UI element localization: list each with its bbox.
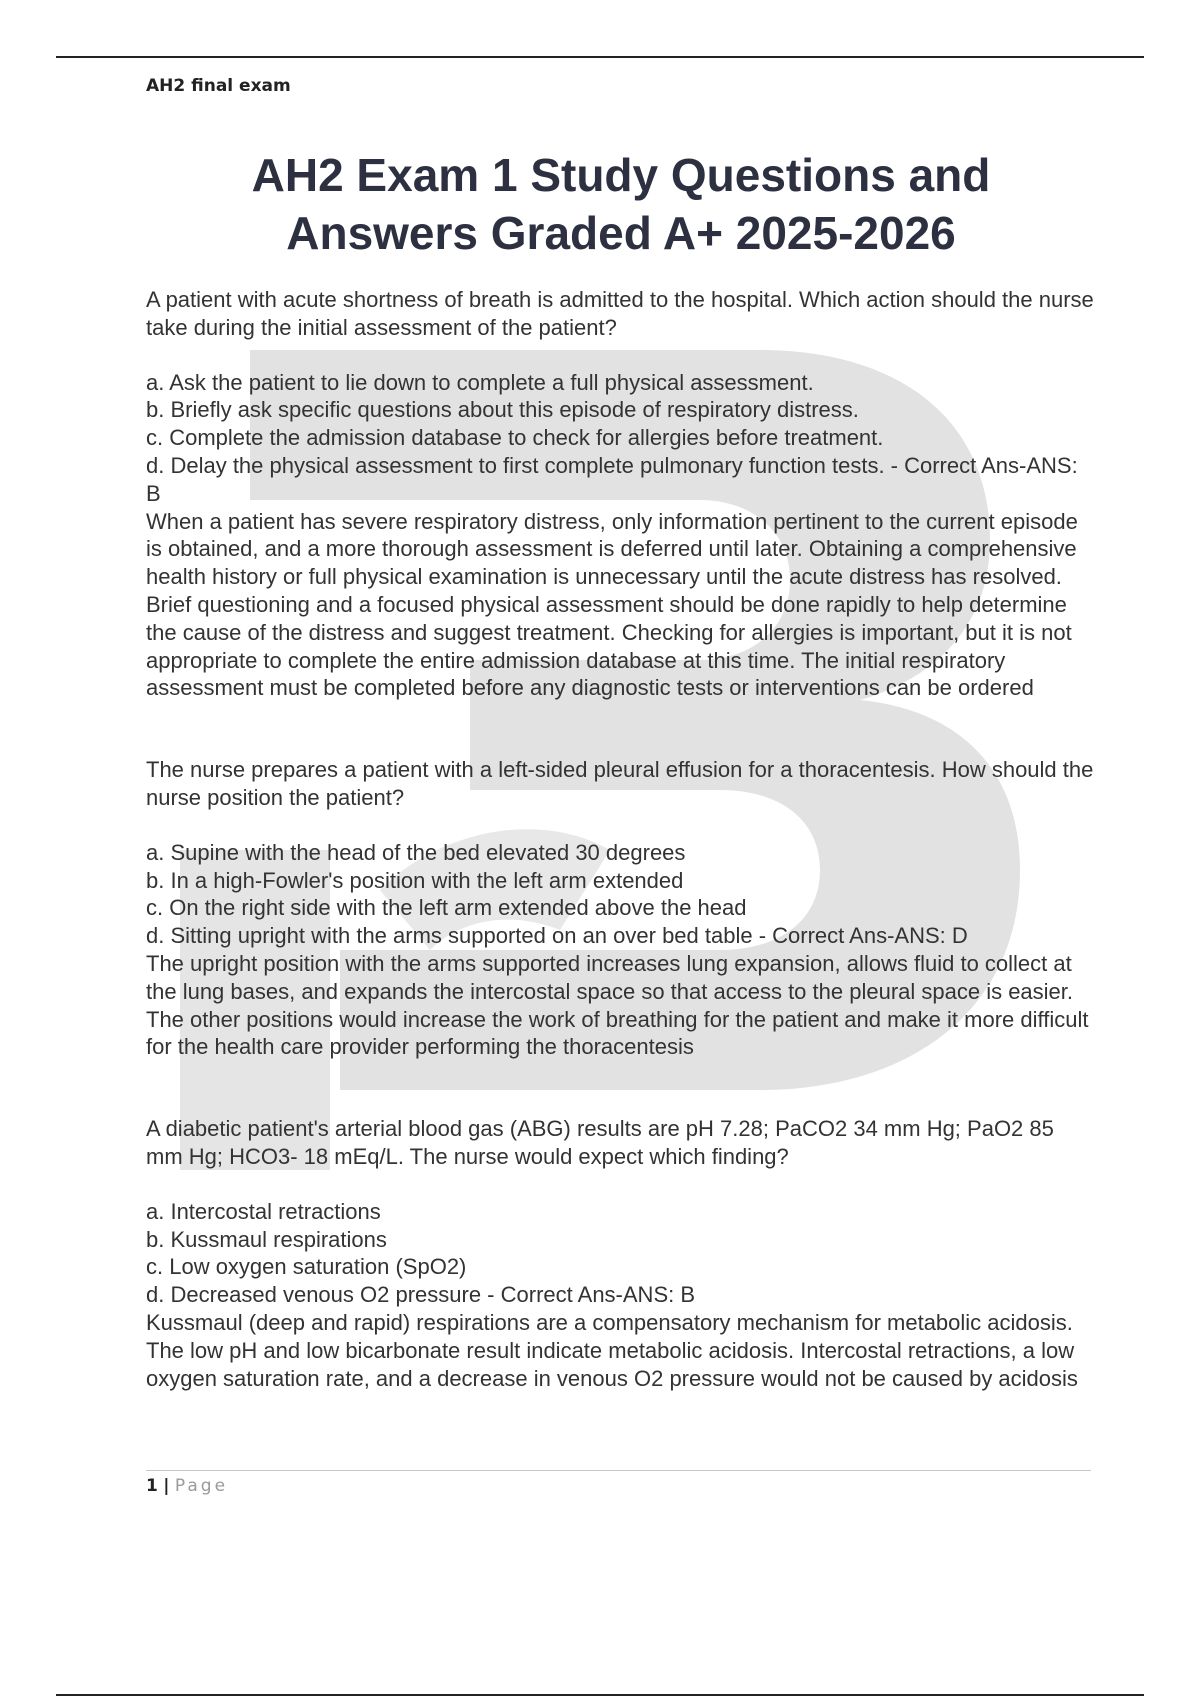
answer-option: b. Briefly ask specific questions about this episode of respiratory distress. bbox=[146, 397, 859, 423]
title-line-2: Answers Graded A+ 2025-2026 bbox=[286, 207, 956, 259]
answer-option: a. Intercostal retractions bbox=[146, 1198, 381, 1224]
answer-option: a. Supine with the head of the bed elevated 30 degrees bbox=[146, 839, 686, 865]
page-footer bbox=[146, 1476, 228, 1496]
answer-option: d. Decreased venous O2 pressure - Correct Ans-ANS: B bbox=[146, 1282, 696, 1308]
title-line-1: AH2 Exam 1 Study Questions and bbox=[251, 149, 991, 201]
answer-option: c. On the right side with the left arm extended above the head bbox=[146, 895, 747, 921]
footer-rule bbox=[146, 1470, 1091, 1471]
answer-option: d. Sitting upright with the arms supported on an over bed table - Correct Ans-ANS: D bbox=[146, 923, 968, 949]
answer-option: b. Kussmaul respirations bbox=[146, 1226, 387, 1252]
answer-option: c. Complete the admission database to check for allergies before treatment. bbox=[146, 425, 884, 451]
question-text: The nurse prepares a patient with a left-sided pleural effusion for a thoracentesis. How should the nurse position the patient? bbox=[146, 757, 1094, 810]
answer-option: c. Low oxygen saturation (SpO2) bbox=[146, 1254, 467, 1280]
qa-block-3 bbox=[146, 1115, 1096, 1392]
answer-option: b. In a high-Fowler's position with the left arm extended bbox=[146, 867, 684, 893]
question-text: A diabetic patient's arterial blood gas (ABG) results are pH 7.28; PaCO2 34 mm Hg; PaO2 85 mm Hg; HCO3- 18 mEq/L. The nurse would expect which finding? bbox=[146, 1116, 1054, 1169]
qa-block-1 bbox=[146, 286, 1096, 702]
document-title bbox=[146, 146, 1096, 262]
qa-block-2 bbox=[146, 756, 1096, 1061]
bottom-rule bbox=[56, 1694, 1144, 1696]
rationale-text: When a patient has severe respiratory distress, only information pertinent to the current episode is obtained, and a more thorough assessment is deferred until later. Obtaining a comprehensive health history or full physical examination is unnecessary until the acute distress has resolved. Brief questioning and a focused physical assessment should be done rapidly to help determine the cause of the distress and suggest treatment. Checking for allergies is important, but it is not appropriate to complete the entire admission database at this time. The initial respiratory assessment must be completed before any diagnostic tests or interventions can be ordered bbox=[146, 508, 1078, 701]
rationale-text: Kussmaul (deep and rapid) respirations are a compensatory mechanism for metabolic acidosis. The low pH and low bicarbonate result indicate metabolic acidosis. Intercostal retractions, a low oxygen saturation rate, and a decrease in venous O2 pressure would not be caused by acidosis bbox=[146, 1309, 1078, 1391]
page-number: 1 bbox=[146, 1476, 158, 1496]
document-body bbox=[146, 146, 1096, 1392]
running-header: AH2 final exam bbox=[146, 76, 291, 96]
answer-option: d. Delay the physical assessment to first complete pulmonary function tests. - Correct Ans-ANS: B bbox=[146, 452, 1078, 506]
page-separator: | bbox=[163, 1476, 170, 1496]
rationale-text: The upright position with the arms supported increases lung expansion, allows fluid to collect at the lung bases, and expands the intercostal space so that access to the pleural space is easier. The other positions would increase the work of breathing for the patient and make it more difficult for the health care provider performing the thoracentesis bbox=[146, 950, 1089, 1060]
question-text: A patient with acute shortness of breath is admitted to the hospital. Which action should the nurse take during the initial assessment of the patient? bbox=[146, 287, 1094, 340]
answer-option: a. Ask the patient to lie down to complete a full physical assessment. bbox=[146, 369, 814, 395]
header-rule bbox=[56, 56, 1144, 58]
page-label: Page bbox=[174, 1476, 229, 1496]
